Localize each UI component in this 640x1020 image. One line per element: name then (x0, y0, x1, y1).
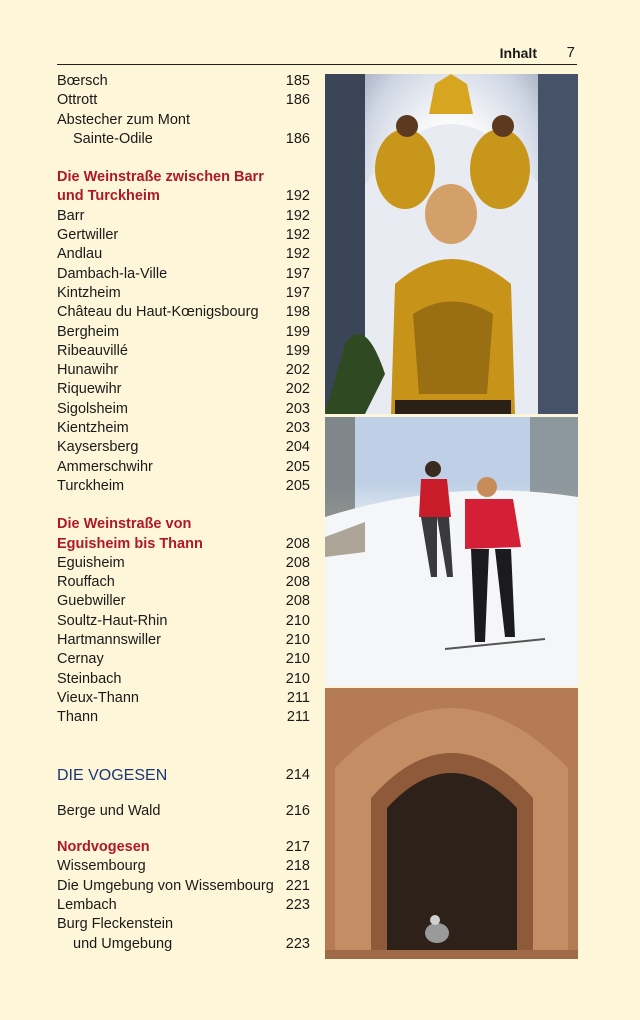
toc-entry-label: Dambach-la-Ville (57, 265, 168, 282)
toc-entry-label: Sainte-Odile (73, 130, 153, 147)
toc-entry (57, 380, 310, 399)
toc-entry (57, 265, 310, 284)
toc-section-heading (57, 515, 310, 534)
toc-entry-label: DIE VOGESEN (57, 766, 168, 784)
toc-entry-page: 214 (285, 766, 310, 783)
toc-entry (57, 323, 310, 342)
toc-entry (57, 896, 310, 915)
toc-entry (57, 802, 310, 821)
toc-entry (57, 245, 310, 264)
toc-entry-label: Gertwiller (57, 227, 119, 244)
toc-entry (57, 573, 310, 592)
skiing-photo (325, 417, 578, 686)
toc-entry-page: 205 (285, 477, 310, 494)
toc-entry (57, 91, 310, 110)
toc-entry (57, 207, 310, 226)
toc-entry-page: 210 (285, 632, 310, 649)
toc-entry (57, 670, 310, 689)
toc-entry (57, 689, 310, 708)
toc-entry (57, 438, 310, 457)
toc-entry-label: Bœrsch (57, 73, 108, 89)
toc-entry-page: 208 (285, 554, 310, 571)
toc-entry-label: Bergheim (57, 323, 120, 340)
toc-entry-label: Barr (57, 207, 85, 224)
toc-entry (57, 915, 310, 934)
toc-entry (57, 631, 310, 650)
toc-entry-page: 192 (285, 188, 310, 205)
toc-entry-page: 199 (285, 323, 310, 340)
toc-spacer (57, 821, 310, 838)
toc-section-heading (57, 168, 310, 187)
toc-entry-page: 223 (285, 896, 310, 913)
toc-entry-page: 216 (285, 802, 310, 819)
toc-section-heading (57, 187, 310, 206)
toc-entry (57, 284, 310, 303)
toc-section-heading (57, 838, 310, 857)
toc-entry (57, 612, 310, 631)
toc-entry (57, 935, 310, 954)
toc-entry-label: Die Weinstraße zwischen Barr (57, 169, 264, 186)
toc-entry-label: Eguisheim (57, 554, 125, 571)
toc-entry-page: 208 (285, 535, 310, 552)
toc-entry-label: Vieux-Thann (57, 689, 139, 706)
toc-entry (57, 303, 310, 322)
toc-entry-label: Nordvogesen (57, 839, 150, 856)
table-of-contents (57, 72, 310, 954)
toc-entry (57, 650, 310, 669)
toc-entry (57, 111, 310, 130)
toc-entry-label: Wissembourg (57, 858, 146, 875)
toc-entry (57, 857, 310, 876)
toc-spacer (57, 496, 310, 515)
toc-entry-page: 211 (286, 709, 310, 726)
header-title: Inhalt (499, 45, 537, 61)
toc-entry-page: 197 (285, 284, 310, 301)
toc-entry-page: 204 (285, 439, 310, 456)
toc-entry-label: Lembach (57, 896, 117, 913)
toc-entry (57, 592, 310, 611)
toc-entry-page: 218 (285, 858, 310, 875)
toc-entry-label: und Umgebung (73, 935, 173, 952)
toc-entry-page: 210 (285, 612, 310, 629)
romanesque-window-photo (325, 688, 578, 959)
toc-spacer (57, 785, 310, 802)
toc-entry-page: 192 (285, 246, 310, 263)
toc-entry-label: Berge und Wald (57, 802, 161, 819)
toc-entry-label: Kintzheim (57, 284, 121, 301)
toc-entry-label: Hartmannswiller (57, 632, 161, 649)
toc-entry-page: 223 (285, 935, 310, 952)
toc-entry-label: Rouffach (57, 574, 115, 591)
toc-entry-label: Abstecher zum Mont (57, 111, 190, 128)
toc-entry-label: Ammerschwihr (57, 458, 153, 475)
toc-entry-page: 197 (285, 265, 310, 282)
toc-entry (57, 477, 310, 496)
toc-entry (57, 419, 310, 438)
toc-entry-page: 208 (285, 574, 310, 591)
toc-entry-label: und Turckheim (57, 188, 160, 205)
toc-entry-label: Turckheim (57, 477, 125, 494)
toc-entry-page: 186 (285, 130, 310, 147)
toc-entry-page: 205 (285, 458, 310, 475)
toc-entry-page: 210 (285, 670, 310, 687)
toc-entry-label: Burg Fleckenstein (57, 916, 174, 933)
toc-entry-label: Cernay (57, 651, 104, 668)
toc-entry-label: Château du Haut-Kœnigsbourg (57, 304, 259, 321)
toc-entry-page: 199 (285, 342, 310, 359)
toc-entry-label: Riquewihr (57, 381, 122, 398)
toc-entry-label: Die Umgebung von Wissembourg (57, 877, 274, 894)
toc-entry-label: Andlau (57, 246, 103, 263)
toc-entry-page: 198 (285, 304, 310, 321)
toc-entry (57, 458, 310, 477)
toc-entry-page: 202 (285, 381, 310, 398)
photo-column (325, 74, 578, 959)
toc-entry-label: Eguisheim bis Thann (57, 535, 203, 552)
toc-entry-label: Kientzheim (57, 420, 129, 437)
toc-entry (57, 130, 310, 149)
toc-entry (57, 708, 310, 727)
page-header (57, 44, 577, 65)
toc-entry-label: Ribeauvillé (57, 342, 128, 359)
toc-entry-label: Steinbach (57, 670, 122, 687)
statue-photo (325, 74, 578, 414)
toc-entry (57, 226, 310, 245)
toc-entry-label: Kaysersberg (57, 439, 139, 456)
toc-entry-page: 186 (285, 92, 310, 109)
toc-entry (57, 877, 310, 896)
toc-entry-label: Die Weinstraße von (57, 516, 192, 533)
toc-entry-page: 192 (285, 227, 310, 244)
toc-spacer (57, 728, 310, 766)
toc-entry-label: Guebwiller (57, 593, 126, 610)
toc-entry-page: 203 (285, 400, 310, 417)
toc-entry-page: 217 (285, 839, 310, 856)
toc-entry-label: Sigolsheim (57, 400, 128, 417)
toc-chapter-heading (57, 766, 310, 785)
toc-entry-label: Soultz-Haut-Rhin (57, 612, 168, 629)
toc-section-heading (57, 535, 310, 554)
toc-entry (57, 400, 310, 419)
toc-entry-label: Hunawihr (57, 362, 119, 379)
toc-entry (57, 72, 310, 91)
toc-entry (57, 554, 310, 573)
toc-entry-page: 208 (285, 593, 310, 610)
toc-entry (57, 342, 310, 361)
toc-entry-page: 202 (285, 362, 310, 379)
toc-entry-label: Ottrott (57, 92, 98, 109)
toc-entry-page: 192 (285, 207, 310, 224)
toc-entry-page: 203 (285, 420, 310, 437)
toc-entry-page: 211 (286, 689, 310, 706)
page-number: 7 (566, 44, 575, 61)
toc-entry-page: 210 (285, 651, 310, 668)
toc-entry-page: 185 (285, 73, 310, 89)
toc-entry-page: 221 (285, 877, 310, 894)
toc-spacer (57, 149, 310, 168)
toc-entry-label: Thann (57, 709, 99, 726)
toc-entry (57, 361, 310, 380)
